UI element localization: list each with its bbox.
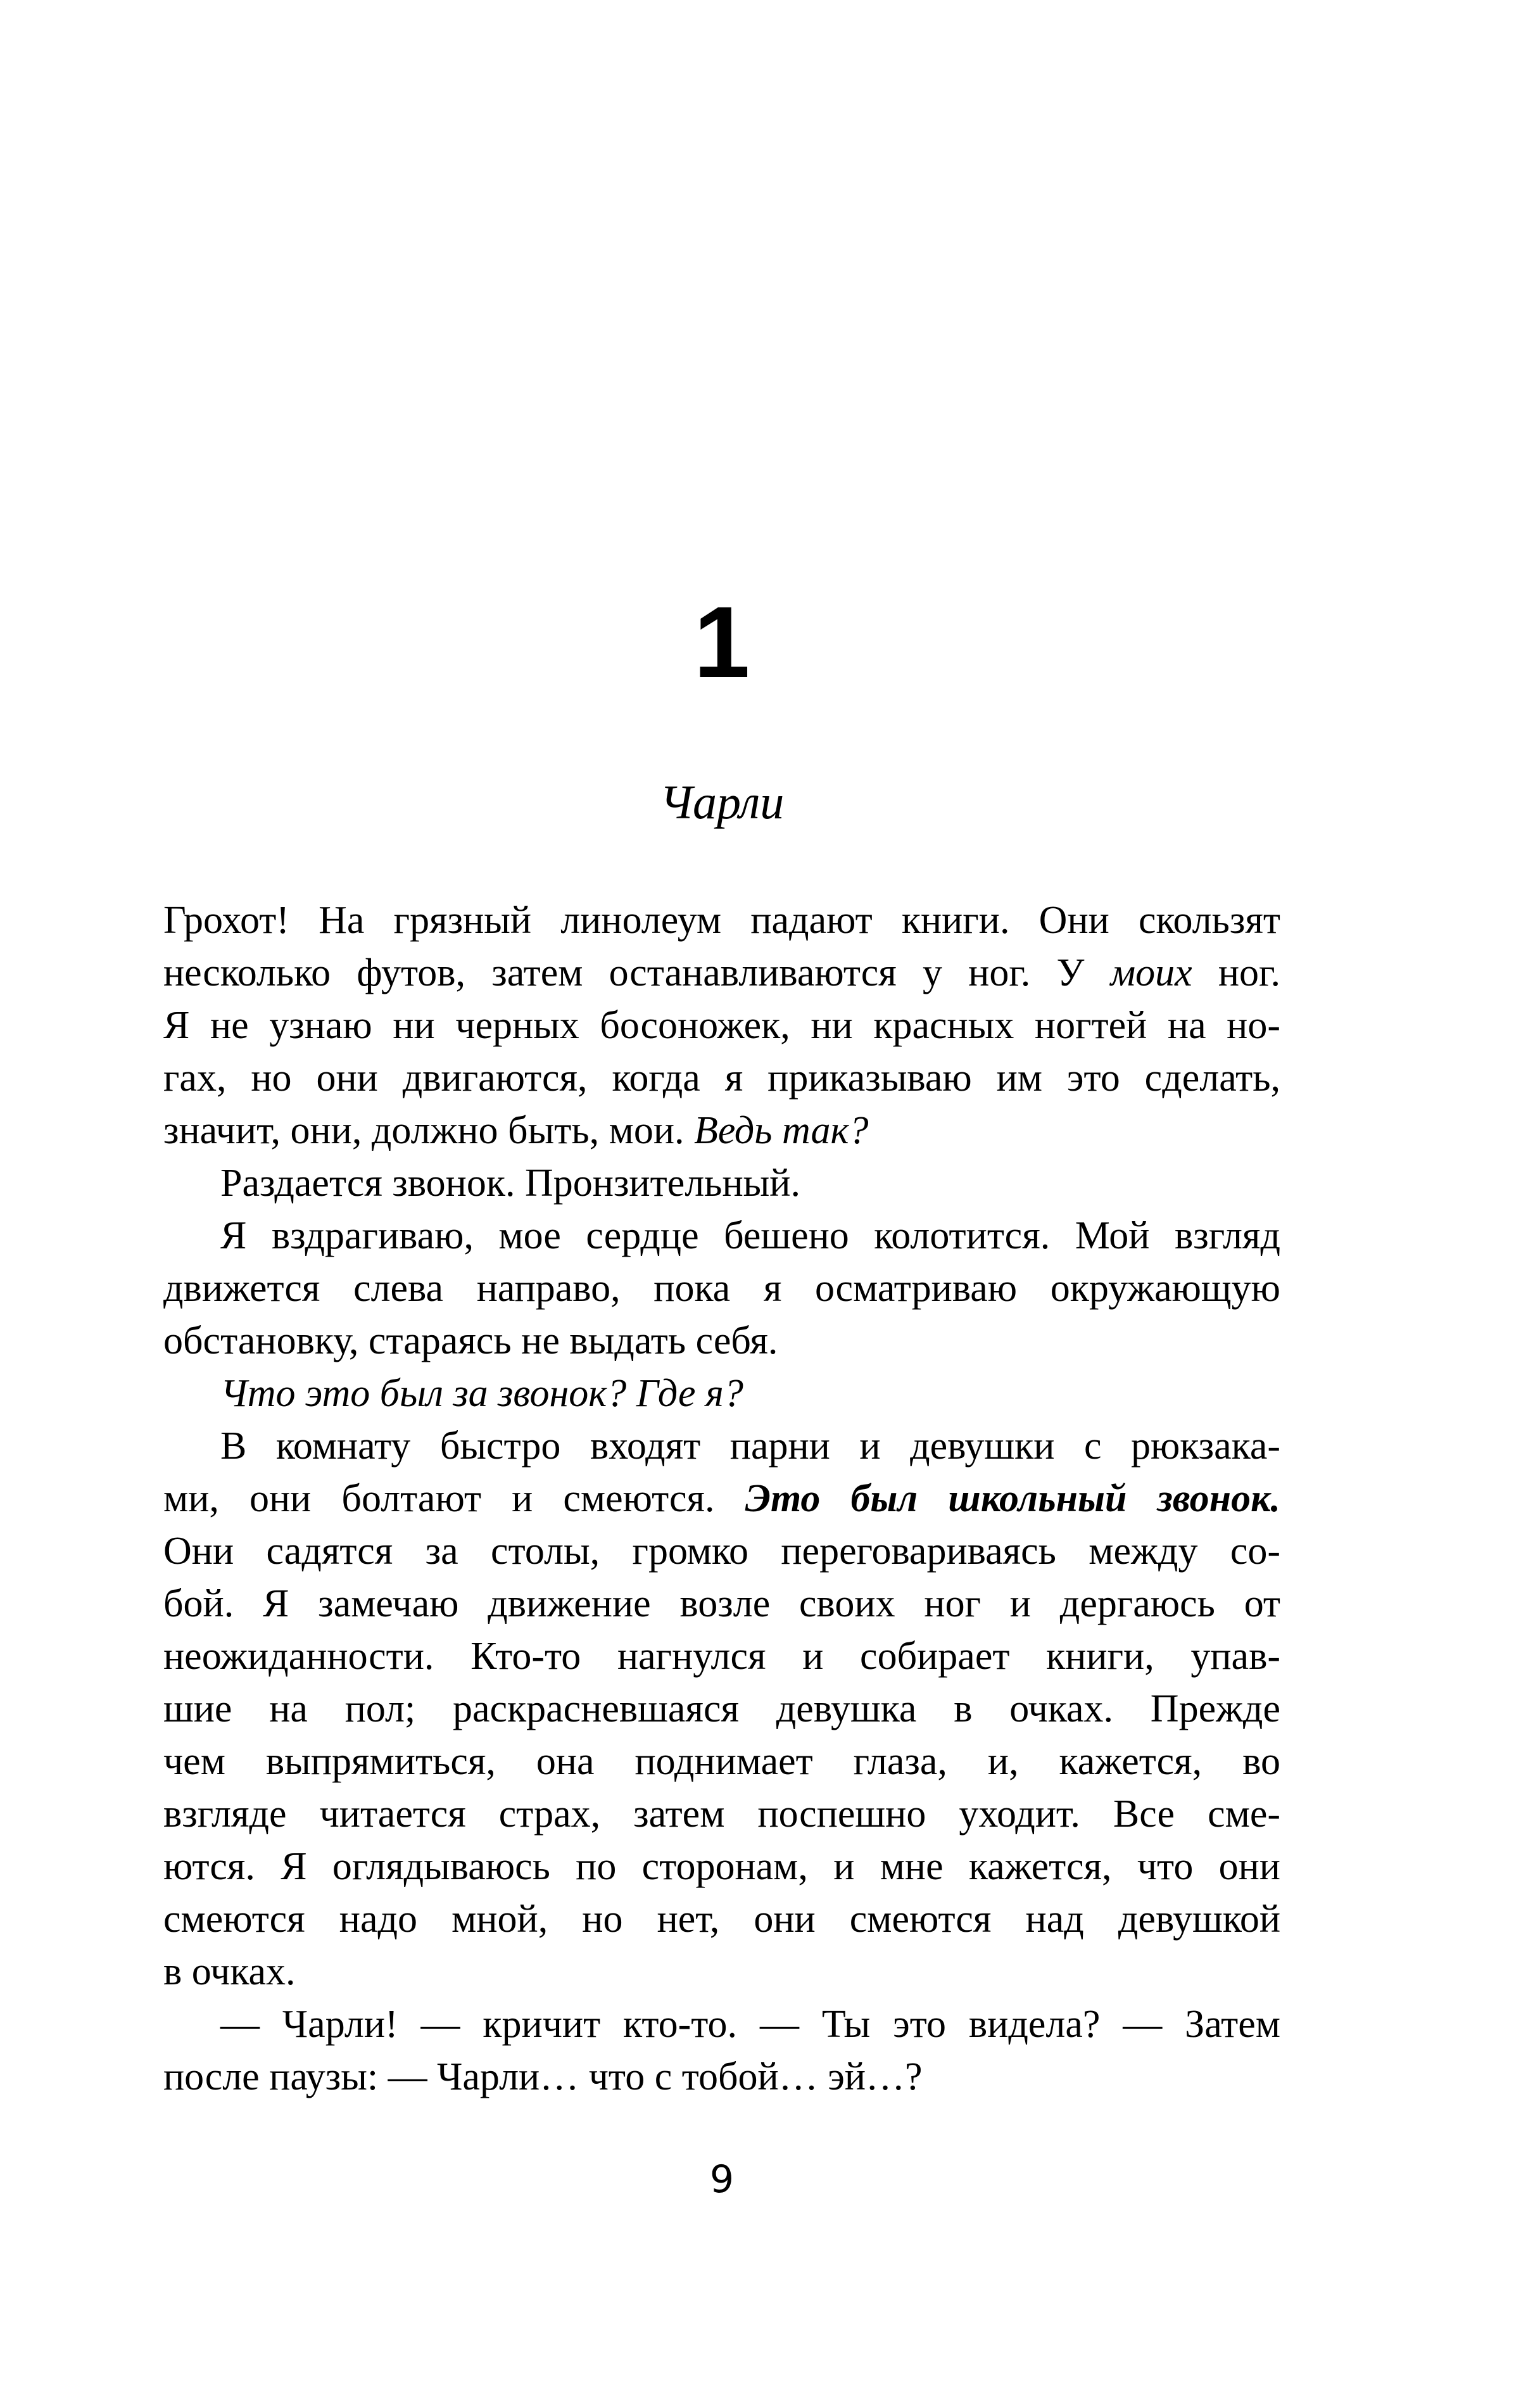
paragraph — [163, 894, 1280, 1157]
text-segment: Раздается звонок. Пронзительный. — [220, 1162, 800, 1205]
text-line — [163, 1473, 1280, 1525]
text-line — [163, 1735, 1280, 1788]
text-line — [163, 1052, 1280, 1105]
text-line — [163, 1157, 1280, 1210]
paragraph — [163, 1157, 1280, 1210]
body-text — [163, 894, 1280, 2103]
text-segment: ются. Я оглядываюсь по сторонам, и мне кажется, что они — [163, 1845, 1280, 1888]
text-segment: ног. — [1192, 951, 1280, 994]
text-line — [163, 1683, 1280, 1735]
text-line — [163, 1210, 1280, 1262]
text-segment: шие на пол; раскрасневшаяся девушка в очках. Прежде — [163, 1687, 1280, 1730]
text-line — [163, 947, 1280, 999]
text-segment: смеются надо мной, но нет, они смеются над девушкой — [163, 1898, 1280, 1941]
text-segment: Это был школьный звонок. — [745, 1477, 1280, 1520]
paragraph — [163, 1367, 1280, 1420]
text-segment: взгляде читается страх, затем поспешно уходит. Все сме- — [163, 1792, 1280, 1836]
text-segment: обстановку, стараясь не выдать себя. — [163, 1319, 778, 1362]
text-line — [163, 999, 1280, 1052]
text-line — [163, 1262, 1280, 1315]
text-line — [163, 2051, 1280, 2103]
text-segment: Что это был за звонок? Где я? — [220, 1372, 743, 1415]
text-segment: — Чарли! — кричит кто-то. — Ты это видела? — Затем — [220, 2003, 1280, 2046]
text-segment: Они садятся за столы, громко переговариваясь между со- — [163, 1530, 1280, 1573]
text-segment: Я не узнаю ни черных босоножек, ни красных ногтей на но- — [163, 1004, 1280, 1047]
text-line — [163, 1788, 1280, 1841]
text-segment: Ведь так? — [694, 1109, 869, 1152]
paragraph — [163, 1420, 1280, 1998]
text-line — [163, 1578, 1280, 1630]
text-line — [163, 1946, 1280, 1998]
chapter-title: Чарли — [659, 776, 785, 829]
text-segment: Грохот! На грязный линолеум падают книги. Они скользят — [163, 899, 1280, 942]
text-segment: ми, они болтают и смеются. — [163, 1477, 745, 1520]
text-segment: бой. Я замечаю движение возле своих ног и дергаюсь от — [163, 1582, 1280, 1625]
chapter-number: 1 — [693, 585, 750, 699]
text-segment: после паузы: — Чарли… что с тобой… эй…? — [163, 2055, 923, 2098]
text-line — [163, 1841, 1280, 1893]
text-segment: значит, они, должно быть, мои. — [163, 1109, 695, 1152]
text-segment: несколько футов, затем останавливаются у ног. У — [163, 951, 1111, 994]
text-segment: чем выпрямиться, она поднимает глаза, и, кажется, во — [163, 1740, 1280, 1783]
text-line — [163, 1630, 1280, 1683]
text-segment: движется слева направо, пока я осматриваю окружающую — [163, 1267, 1280, 1310]
text-segment: В комнату быстро входят парни и девушки с рюкзака- — [220, 1424, 1280, 1468]
text-line — [163, 1105, 1280, 1157]
text-segment: Я вздрагиваю, мое сердце бешено колотится. Мой взгляд — [220, 1214, 1280, 1257]
text-line — [163, 1315, 1280, 1367]
text-line — [163, 1367, 1280, 1420]
text-segment: неожиданности. Кто-то нагнулся и собирает книги, упав- — [163, 1635, 1280, 1678]
text-segment: моих — [1110, 951, 1192, 994]
text-line — [163, 1420, 1280, 1473]
text-line — [163, 1893, 1280, 1946]
text-segment: гах, но они двигаются, когда я приказываю им это сделать, — [163, 1056, 1280, 1100]
page-number: 9 — [709, 2157, 735, 2202]
text-line — [163, 1998, 1280, 2051]
text-line — [163, 1525, 1280, 1578]
paragraph — [163, 1998, 1280, 2103]
text-line — [163, 894, 1280, 947]
text-segment: в очках. — [163, 1950, 296, 1993]
paragraph — [163, 1210, 1280, 1367]
